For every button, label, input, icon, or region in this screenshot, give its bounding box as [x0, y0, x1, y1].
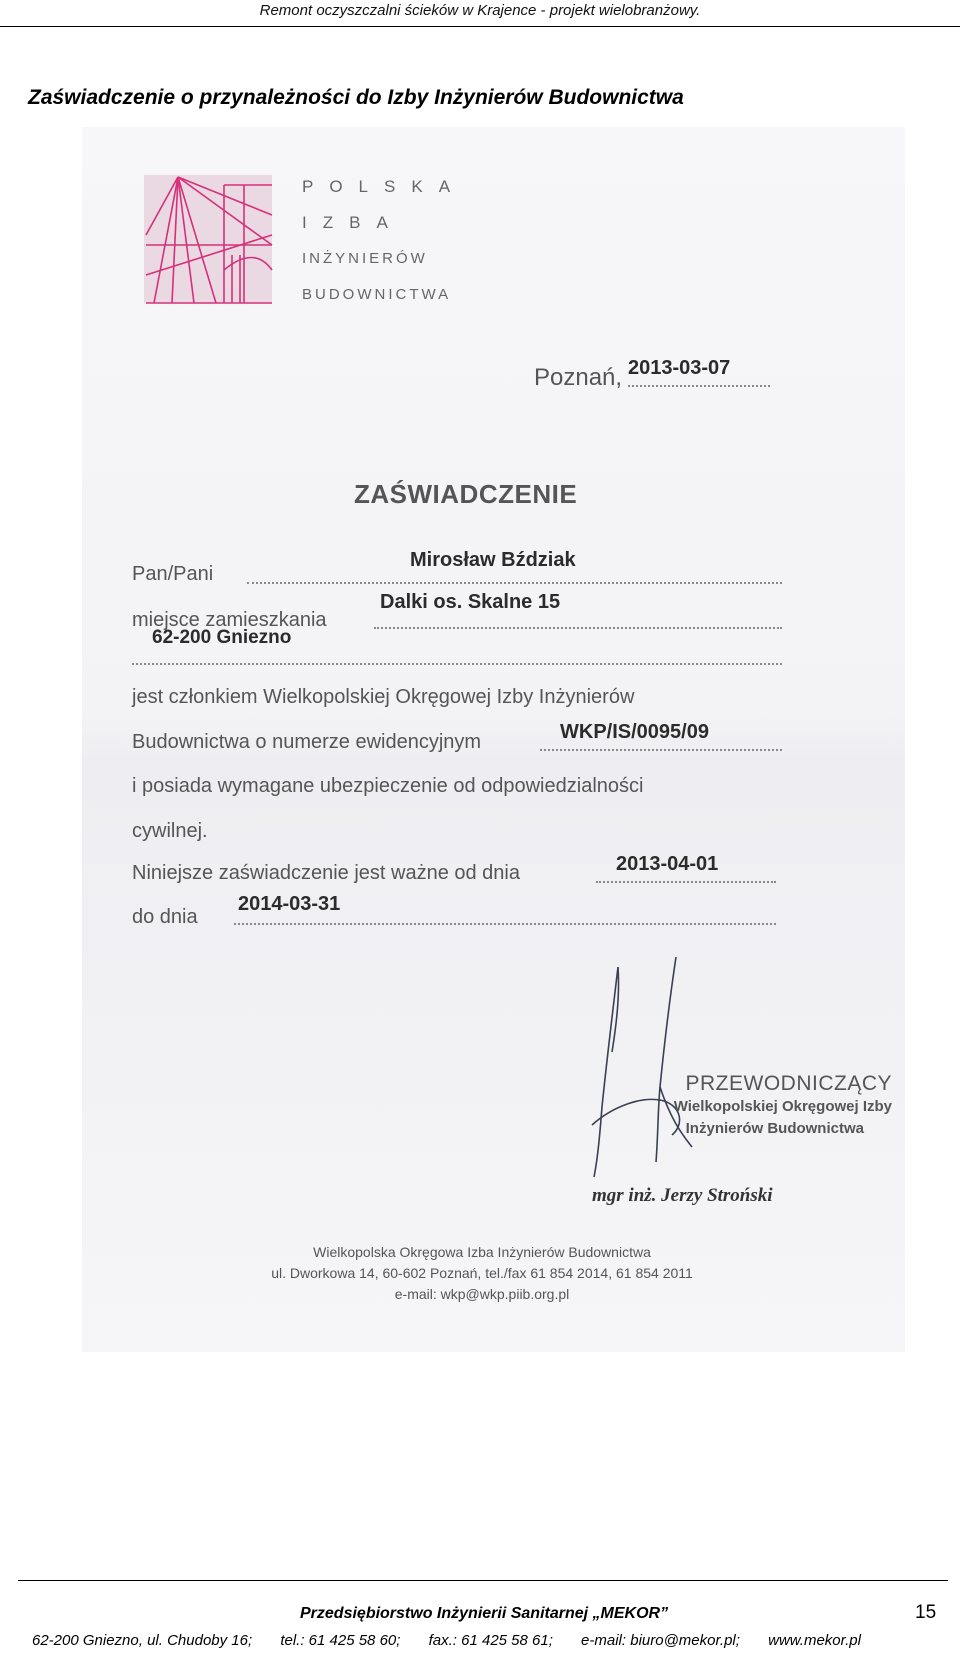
certificate-title: ZAŚWIADCZENIE: [354, 479, 578, 509]
chairman-title: PRZEWODNICZĄCY: [685, 1072, 892, 1095]
footer-address: 62-200 Gniezno, ul. Chudoby 16;: [32, 1632, 253, 1649]
valid-to-date: 2014-03-31: [238, 893, 341, 915]
logo-line-2: IZBA: [302, 213, 404, 232]
footer-tel: tel.: 61 425 58 60;: [280, 1632, 401, 1649]
member-text-2: Budownictwa o numerze ewidencyjnym: [132, 731, 482, 753]
piib-logo-icon: [144, 175, 284, 313]
registration-dots: [540, 749, 782, 751]
name-dots: [247, 582, 782, 584]
page-number: 15: [915, 1602, 937, 1623]
chamber-address-line-1: Wielkopolska Okręgowa Izba Inżynierów Budownictwa: [313, 1244, 651, 1260]
valid-to-dots: [234, 923, 776, 925]
chairman-org-1: Wielkopolskiej Okręgowej Izby: [673, 1098, 892, 1115]
insurance-text-2: cywilnej.: [132, 820, 208, 842]
chamber-address-line-3: e-mail: wkp@wkp.piib.org.pl: [394, 1286, 570, 1302]
running-header: Remont oczyszczalni ścieków w Krajence - projekt wielobranżowy.: [0, 0, 960, 27]
insurance-text-1: i posiada wymagane ubezpieczenie od odpowiedzialności: [132, 775, 644, 797]
logo-line-3: INŻYNIERÓW: [302, 250, 428, 267]
footer-rule: [18, 1580, 948, 1581]
residence-dots-2: [132, 663, 782, 665]
date-dots: [628, 385, 770, 387]
pan-pani-label: Pan/Pani: [132, 563, 214, 585]
chairman-name: mgr inż. Jerzy Stroński: [592, 1185, 773, 1206]
issue-date: 2013-03-07: [628, 357, 731, 379]
footer-fax: fax.: 61 425 58 61;: [428, 1632, 553, 1649]
residence-line-1: Dalki os. Skalne 15: [380, 591, 561, 613]
registration-number: WKP/IS/0095/09: [560, 721, 709, 743]
member-name: Mirosław Bździak: [410, 549, 576, 571]
valid-from-date: 2013-04-01: [616, 853, 719, 875]
place-label: Poznań,: [534, 364, 623, 391]
valid-from-dots: [596, 881, 776, 883]
logo-text: [302, 169, 466, 313]
residence-label: miejsce zamieszkania: [132, 609, 327, 631]
valid-to-label: do dnia: [132, 906, 198, 928]
footer-company: Przedsiębiorstwo Inżynierii Sanitarnej „MEKOR”: [300, 1605, 669, 1622]
footer-contact: [32, 1632, 885, 1649]
footer-email[interactable]: e-mail: biuro@mekor.pl;: [581, 1632, 740, 1649]
footer-www[interactable]: www.mekor.pl: [768, 1632, 861, 1649]
chamber-address: [202, 1242, 762, 1305]
residence-dots-1: [374, 627, 782, 629]
valid-from-label: Niniejsze zaświadczenie jest ważne od dnia: [132, 862, 520, 884]
section-title: Zaświadczenie o przynależności do Izby Inżynierów Budownictwa: [28, 86, 684, 109]
chamber-address-line-2: ul. Dworkowa 14, 60-602 Poznań, tel./fax 61 854 2014, 61 854 2011: [271, 1265, 693, 1281]
logo-line-1: POLSKA: [302, 177, 467, 196]
member-text-1: jest członkiem Wielkopolskiej Okręgowej Izby Inżynierów: [132, 686, 635, 708]
certificate-scan: [82, 127, 905, 1352]
logo-line-4: BUDOWNICTWA: [302, 286, 452, 303]
residence-line-2: 62-200 Gniezno: [152, 627, 292, 648]
chairman-block: [512, 1072, 892, 1140]
chairman-org-2: Inżynierów Budownictwa: [685, 1120, 864, 1137]
